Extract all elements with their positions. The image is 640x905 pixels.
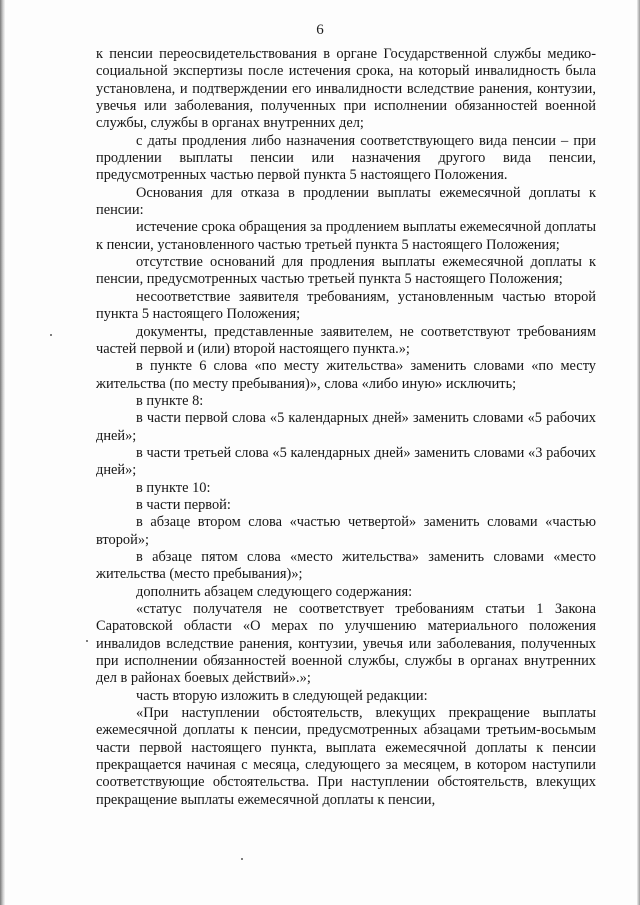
scan-speck (86, 640, 88, 642)
paragraph: документы, представленные заявителем, не соответствуют требованиям частей первой и (или) второй настоящего пункта.»; (96, 323, 596, 357)
paragraph: в абзаце втором слова «частью четвертой» заменить словами «частью второй»; (96, 514, 596, 548)
paragraph: в пункте 10: (136, 479, 211, 496)
paragraph: «статус получателя не соответствует требованиям статьи 1 Закона Саратовской области «О мерах по улучшению материального положения инвалидов вследствие ранения, контузии, увечья или заболевания, полученных при исполнении обязанностей военной службы, службы в органах внутренних дел в районах боевых действий».»; (96, 601, 596, 687)
paragraph: к пенсии переосвидетельствования в органе Государственной службы медико-социальной экспертизы после истечения срока, на который инвалидность была установлена, и подтверждении его инвалидности вследствие ранения, контузии, увечья или заболевания, полученных при исполнении обязанностей военной службы, службы в органах внутренних дел; (96, 46, 596, 132)
scan-speck (50, 334, 52, 336)
paragraph: в абзаце пятом слова «место жительства» заменить словами «место жительства (место пребывания)»; (96, 548, 596, 583)
paragraph: в части первой: (136, 496, 231, 513)
paragraph: отсутствие оснований для продления выплаты ежемесячной доплаты к пенсии, предусмотренных частью третьей пункта 5 настоящего Положения; (96, 254, 596, 288)
paragraph: Основания для отказа в продлении выплаты ежемесячной доплаты к пенсии: (96, 184, 596, 219)
paragraph: часть вторую изложить в следующей редакции: (136, 687, 428, 704)
scan-edge-left (0, 0, 5, 905)
document-body (96, 46, 596, 809)
page-number: 6 (316, 22, 324, 38)
paragraph: несоответствие заявителя требованиям, установленным частью второй пункта 5 настоящего Положения; (96, 288, 596, 323)
scan-speck (241, 858, 243, 860)
paragraph: в пункте 8: (136, 392, 204, 409)
paragraph: с даты продления либо назначения соответствующего вида пенсии – при продлении выплаты пенсии или назначения другого вида пенсии, предусмотренных частью первой пункта 5 настоящего Положения. (96, 132, 596, 184)
paragraph: в части третьей слова «5 календарных дней» заменить словами «3 рабочих дней»; (96, 444, 596, 479)
paragraph: в пункте 6 слова «по месту жительства» заменить словами «по месту жительства (по месту пребывания)», слова «либо иную» исключить; (96, 358, 596, 392)
paragraph: истечение срока обращения за продлением выплаты ежемесячной доплаты к пенсии, установленного частью третьей пункта 5 настоящего Положения; (96, 219, 596, 253)
paragraph: «При наступлении обстоятельств, влекущих прекращение выплаты ежемесячной доплаты к пенсии, предусмотренных абзацами третьим-восьмым части первой настоящего пункта, выплата ежемесячной доплаты к пенсии прекращается начиная с месяца, следующего за месяцем, в котором наступили соответствующие обстоятельства. При наступлении обстоятельств, влекущих прекращение выплаты ежемесячной доплаты к пенсии, (96, 705, 596, 808)
paragraph: в части первой слова «5 календарных дней» заменить словами «5 рабочих дней»; (96, 410, 596, 444)
paragraph: дополнить абзацем следующего содержания: (136, 583, 413, 600)
